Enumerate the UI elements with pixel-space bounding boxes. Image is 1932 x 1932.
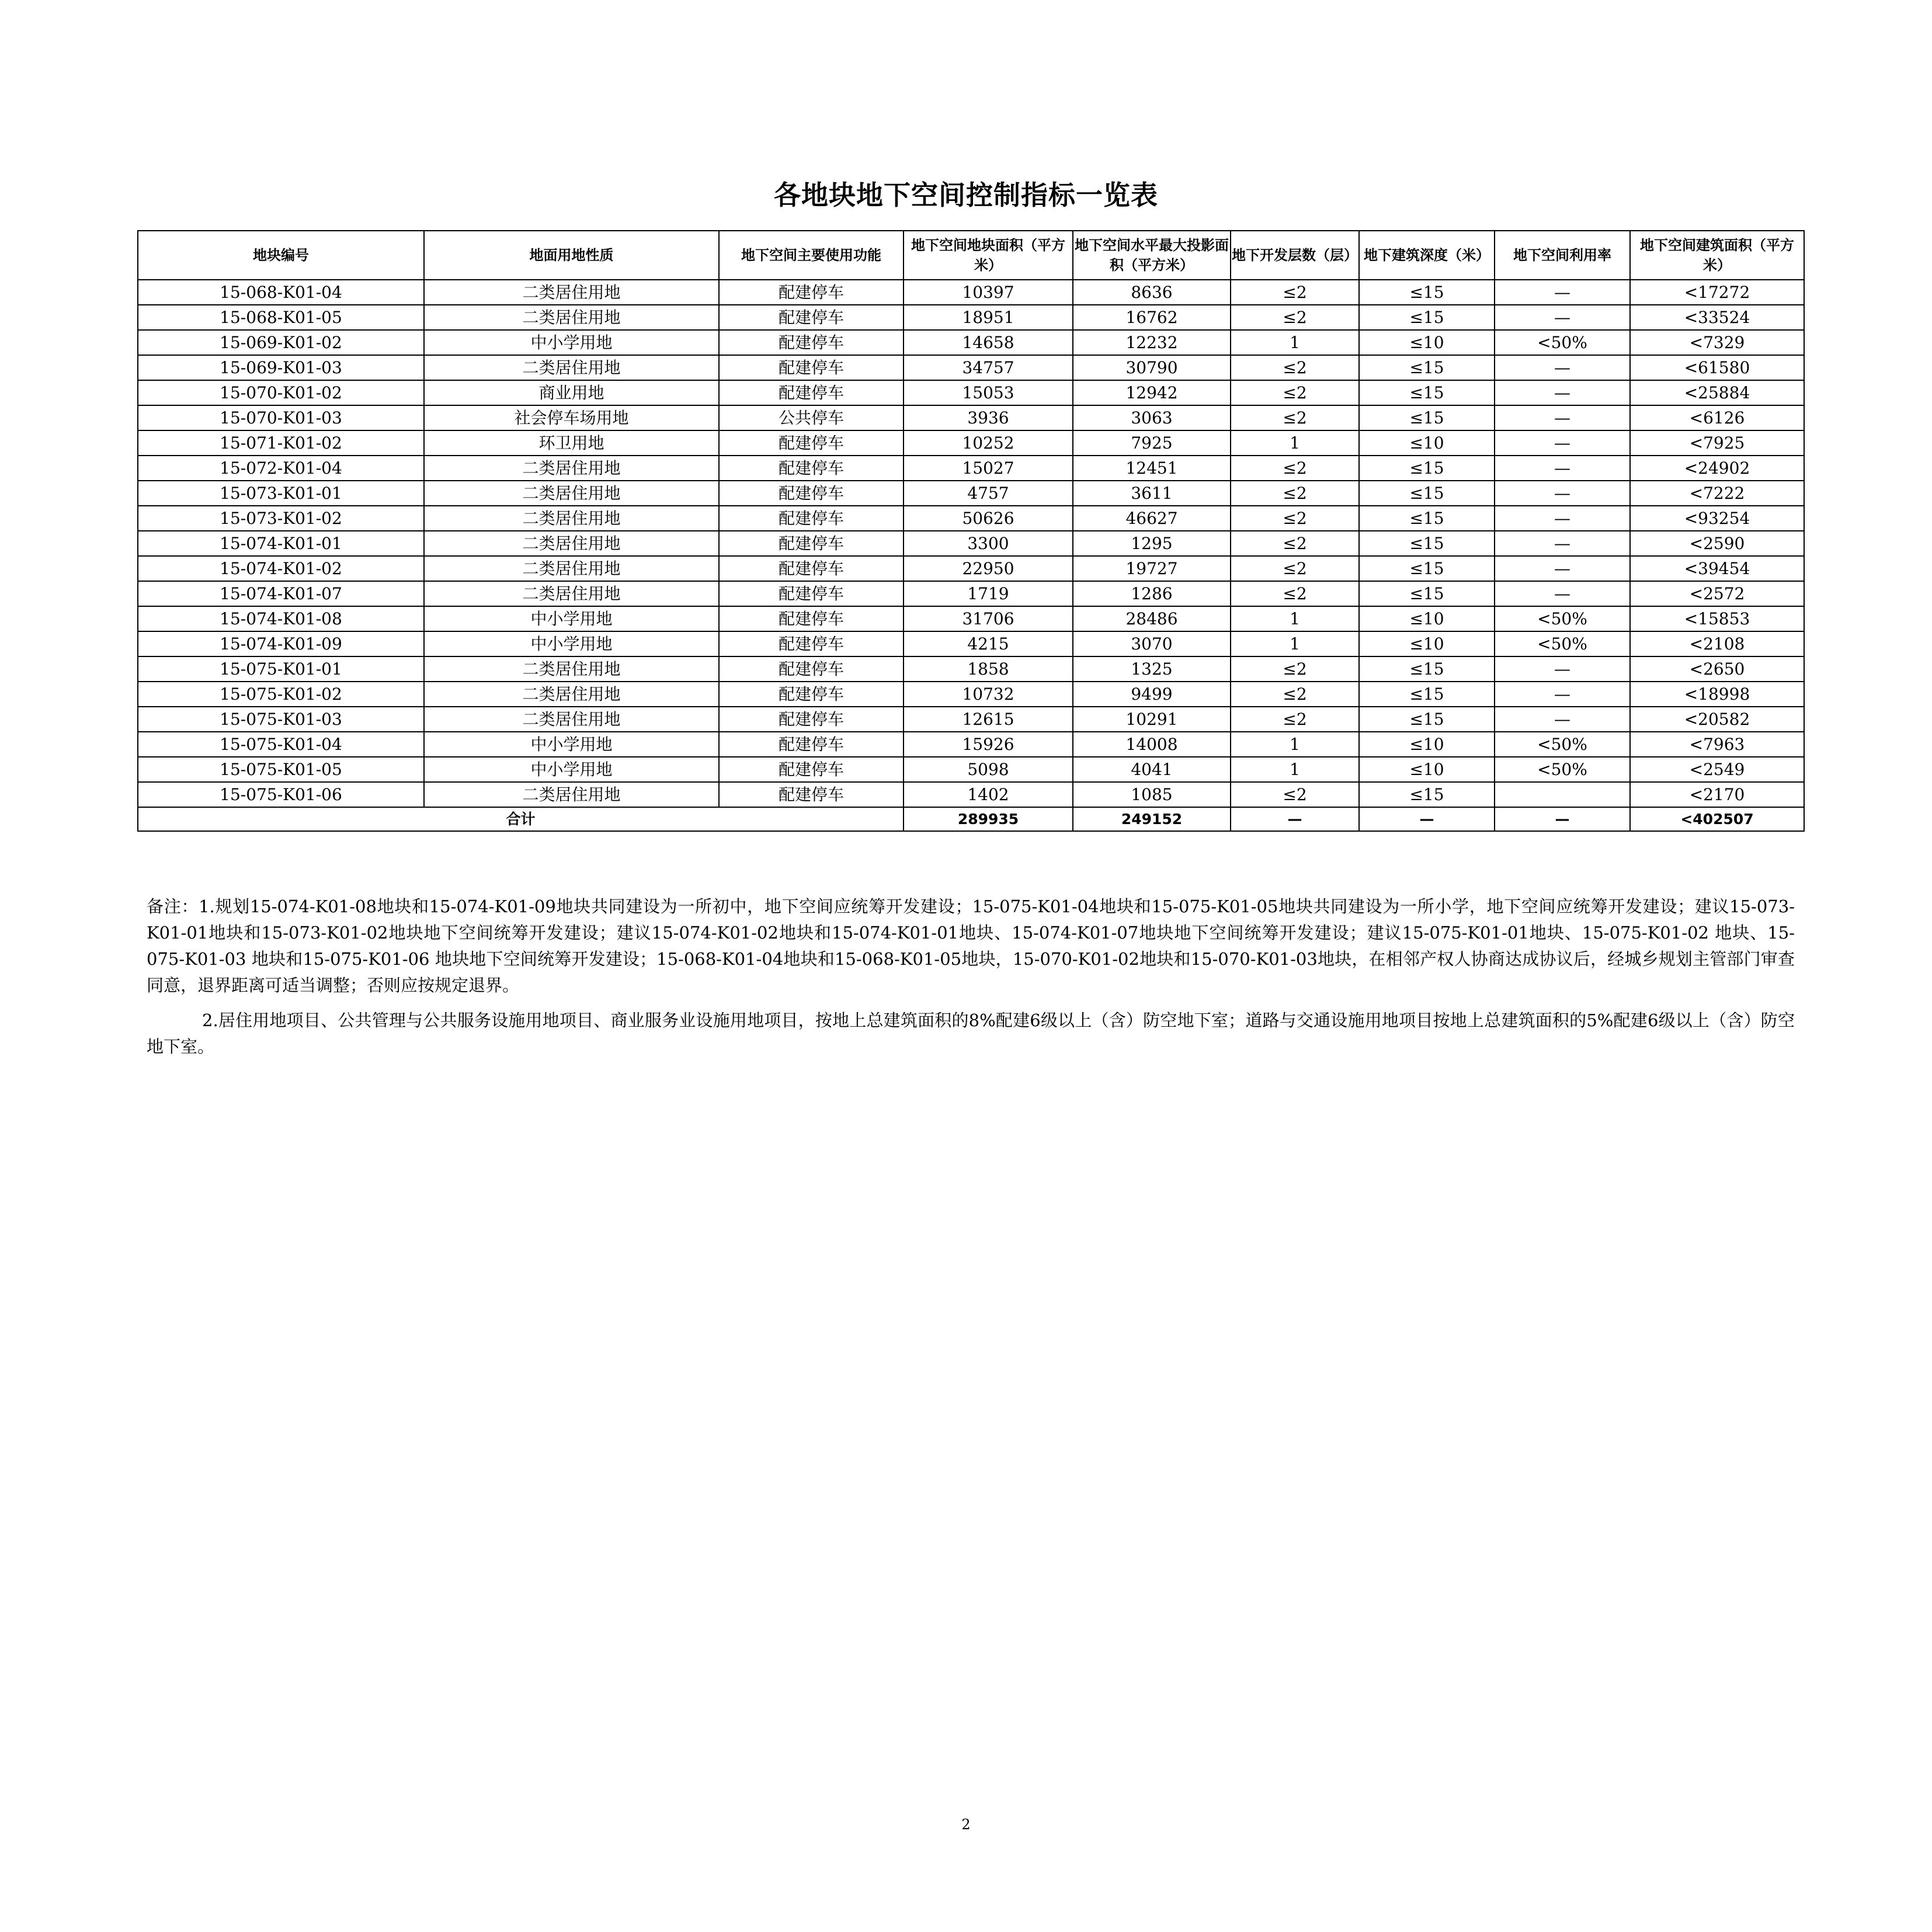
- cell-depth: ≤15: [1359, 531, 1495, 556]
- cell-main-function: 配建停车: [719, 330, 904, 355]
- cell-land-use: 中小学用地: [424, 732, 719, 757]
- cell-parcel-area: 12615: [904, 707, 1073, 732]
- cell-parcel-area: 3300: [904, 531, 1073, 556]
- cell-projection-area: 1085: [1073, 782, 1231, 807]
- cell-land-use: 社会停车场用地: [424, 405, 719, 430]
- note-2: 2.居住用地项目、公共管理与公共服务设施用地项目、商业服务业设施用地项目，按地上总建筑面积的8%配建6级以上（含）防空地下室；道路与交通设施用地项目按地上总建筑面积的5%配建6级以上（含）防空地下室。: [147, 1010, 1795, 1057]
- cell-parcel-area: 5098: [904, 757, 1073, 782]
- cell-depth: ≤10: [1359, 430, 1495, 456]
- cell-parcel-id: 15-070-K01-02: [138, 380, 424, 405]
- cell-utilization: —: [1495, 656, 1630, 682]
- note-1: 备注：1.规划15-074-K01-08地块和15-074-K01-09地块共同建设为一所初中，地下空间应统筹开发建设；15-075-K01-04地块和15-075-K01-05地块共同建设为一所小学，地下空间应统筹开发建设；建议15-073-K01-01地块和15-073-K01-02地块地下空间统筹开发建设；建议15-074-K01-02地块和15-074-K01-01地块、15-074-K01-07地块地下空间统筹开发建设；建议15-075-K01-01地块、15-075-K01-02 地块、15-075-K01-03 地块和15-075-K01-06 地块地下空间统筹开发建设；15-068-K01-04地块和15-068-K01-05地块，15-070-K01-02地块和15-070-K01-03地块，在相邻产权人协商达成协议后，经城乡规划主管部门审查同意，退界距离可适当调整；否则应按规定退界。: [147, 896, 1795, 995]
- cell-floor-area: <33524: [1630, 305, 1804, 330]
- table-row: [138, 280, 1804, 305]
- cell-parcel-area: 3936: [904, 405, 1073, 430]
- cell-projection-area: 46627: [1073, 506, 1231, 531]
- cell-projection-area: 30790: [1073, 355, 1231, 380]
- cell-land-use: 商业用地: [424, 380, 719, 405]
- underground-space-table: [137, 230, 1805, 832]
- cell-utilization: —: [1495, 430, 1630, 456]
- cell-floor-area: <39454: [1630, 556, 1804, 581]
- cell-utilization: <50%: [1495, 732, 1630, 757]
- table-row: [138, 481, 1804, 506]
- cell-floor-area: <2572: [1630, 581, 1804, 606]
- cell-floor-area: <2108: [1630, 631, 1804, 656]
- cell-depth: ≤15: [1359, 581, 1495, 606]
- cell-floors: ≤2: [1231, 782, 1359, 807]
- cell-floor-area: <61580: [1630, 355, 1804, 380]
- cell-projection-area: 19727: [1073, 556, 1231, 581]
- total-projection-area: 249152: [1073, 807, 1231, 831]
- cell-floor-area: <2170: [1630, 782, 1804, 807]
- total-floors: —: [1231, 807, 1359, 831]
- cell-projection-area: 28486: [1073, 606, 1231, 631]
- table-row: [138, 305, 1804, 330]
- cell-parcel-id: 15-069-K01-02: [138, 330, 424, 355]
- cell-projection-area: 1286: [1073, 581, 1231, 606]
- table-row: [138, 757, 1804, 782]
- header-parcel-area: 地下空间地块面积（平方米）: [904, 231, 1073, 280]
- cell-parcel-area: 34757: [904, 355, 1073, 380]
- cell-utilization: —: [1495, 581, 1630, 606]
- cell-land-use: 二类居住用地: [424, 707, 719, 732]
- table-row: [138, 405, 1804, 430]
- cell-main-function: 配建停车: [719, 280, 904, 305]
- cell-projection-area: 10291: [1073, 707, 1231, 732]
- cell-depth: ≤10: [1359, 330, 1495, 355]
- table-row: [138, 506, 1804, 531]
- header-depth: 地下建筑深度（米）: [1359, 231, 1495, 280]
- table-row: [138, 707, 1804, 732]
- table-row: [138, 380, 1804, 405]
- cell-land-use: 环卫用地: [424, 430, 719, 456]
- cell-floors: 1: [1231, 757, 1359, 782]
- table-row: [138, 581, 1804, 606]
- table-row: [138, 782, 1804, 807]
- header-utilization: 地下空间利用率: [1495, 231, 1630, 280]
- cell-main-function: 配建停车: [719, 305, 904, 330]
- cell-main-function: 配建停车: [719, 707, 904, 732]
- cell-main-function: 配建停车: [719, 631, 904, 656]
- cell-floor-area: <93254: [1630, 506, 1804, 531]
- cell-floors: 1: [1231, 430, 1359, 456]
- cell-floor-area: <7222: [1630, 481, 1804, 506]
- cell-main-function: 配建停车: [719, 380, 904, 405]
- cell-utilization: [1495, 782, 1630, 807]
- cell-utilization: —: [1495, 556, 1630, 581]
- cell-utilization: —: [1495, 456, 1630, 481]
- cell-floors: ≤2: [1231, 656, 1359, 682]
- cell-parcel-id: 15-072-K01-04: [138, 456, 424, 481]
- cell-utilization: —: [1495, 305, 1630, 330]
- cell-parcel-id: 15-068-K01-05: [138, 305, 424, 330]
- cell-depth: ≤10: [1359, 757, 1495, 782]
- cell-parcel-area: 1719: [904, 581, 1073, 606]
- cell-parcel-id: 15-070-K01-03: [138, 405, 424, 430]
- cell-main-function: 配建停车: [719, 481, 904, 506]
- cell-depth: ≤15: [1359, 556, 1495, 581]
- cell-projection-area: 12942: [1073, 380, 1231, 405]
- cell-land-use: 二类居住用地: [424, 556, 719, 581]
- table-row: [138, 330, 1804, 355]
- cell-utilization: —: [1495, 405, 1630, 430]
- header-main-function: 地下空间主要使用功能: [719, 231, 904, 280]
- cell-projection-area: 12232: [1073, 330, 1231, 355]
- header-land-use: 地面用地性质: [424, 231, 719, 280]
- table-row: [138, 606, 1804, 631]
- cell-projection-area: 14008: [1073, 732, 1231, 757]
- cell-depth: ≤15: [1359, 456, 1495, 481]
- cell-projection-area: 9499: [1073, 682, 1231, 707]
- cell-parcel-id: 15-075-K01-02: [138, 682, 424, 707]
- cell-depth: ≤15: [1359, 380, 1495, 405]
- cell-parcel-id: 15-073-K01-02: [138, 506, 424, 531]
- cell-projection-area: 1325: [1073, 656, 1231, 682]
- cell-main-function: 配建停车: [719, 782, 904, 807]
- cell-main-function: 公共停车: [719, 405, 904, 430]
- cell-parcel-id: 15-075-K01-04: [138, 732, 424, 757]
- header-floors: 地下开发层数（层）: [1231, 231, 1359, 280]
- cell-land-use: 二类居住用地: [424, 682, 719, 707]
- cell-floor-area: <15853: [1630, 606, 1804, 631]
- cell-land-use: 中小学用地: [424, 757, 719, 782]
- cell-parcel-id: 15-074-K01-01: [138, 531, 424, 556]
- cell-projection-area: 7925: [1073, 430, 1231, 456]
- total-utilization: —: [1495, 807, 1630, 831]
- cell-utilization: —: [1495, 355, 1630, 380]
- cell-parcel-area: 10252: [904, 430, 1073, 456]
- cell-utilization: <50%: [1495, 606, 1630, 631]
- cell-floors: ≤2: [1231, 380, 1359, 405]
- cell-depth: ≤15: [1359, 405, 1495, 430]
- notes-section: [147, 894, 1795, 1069]
- cell-projection-area: 8636: [1073, 280, 1231, 305]
- cell-parcel-area: 15027: [904, 456, 1073, 481]
- cell-parcel-id: 15-073-K01-01: [138, 481, 424, 506]
- cell-floors: ≤2: [1231, 707, 1359, 732]
- cell-floors: ≤2: [1231, 280, 1359, 305]
- cell-utilization: —: [1495, 531, 1630, 556]
- cell-projection-area: 4041: [1073, 757, 1231, 782]
- cell-projection-area: 3070: [1073, 631, 1231, 656]
- total-parcel-area: 289935: [904, 807, 1073, 831]
- cell-parcel-area: 31706: [904, 606, 1073, 631]
- cell-parcel-id: 15-069-K01-03: [138, 355, 424, 380]
- table-row: [138, 430, 1804, 456]
- cell-parcel-id: 15-075-K01-03: [138, 707, 424, 732]
- table-body: [138, 280, 1804, 807]
- cell-parcel-area: 15053: [904, 380, 1073, 405]
- cell-floor-area: <18998: [1630, 682, 1804, 707]
- cell-floor-area: <7925: [1630, 430, 1804, 456]
- cell-main-function: 配建停车: [719, 556, 904, 581]
- cell-land-use: 二类居住用地: [424, 782, 719, 807]
- cell-floor-area: <7329: [1630, 330, 1804, 355]
- table-row: [138, 732, 1804, 757]
- cell-main-function: 配建停车: [719, 456, 904, 481]
- cell-parcel-id: 15-075-K01-06: [138, 782, 424, 807]
- header-projection-area: 地下空间水平最大投影面积（平方米）: [1073, 231, 1231, 280]
- cell-main-function: 配建停车: [719, 355, 904, 380]
- cell-floors: 1: [1231, 732, 1359, 757]
- cell-utilization: —: [1495, 280, 1630, 305]
- cell-depth: ≤15: [1359, 355, 1495, 380]
- cell-utilization: <50%: [1495, 631, 1630, 656]
- cell-land-use: 二类居住用地: [424, 581, 719, 606]
- cell-floor-area: <2590: [1630, 531, 1804, 556]
- table-row: [138, 456, 1804, 481]
- cell-land-use: 中小学用地: [424, 631, 719, 656]
- cell-parcel-id: 15-068-K01-04: [138, 280, 424, 305]
- cell-depth: ≤10: [1359, 631, 1495, 656]
- table-header-row: [138, 231, 1804, 280]
- cell-projection-area: 12451: [1073, 456, 1231, 481]
- cell-floor-area: <20582: [1630, 707, 1804, 732]
- cell-parcel-area: 14658: [904, 330, 1073, 355]
- cell-parcel-area: 22950: [904, 556, 1073, 581]
- cell-land-use: 二类居住用地: [424, 456, 719, 481]
- cell-floors: ≤2: [1231, 456, 1359, 481]
- cell-parcel-area: 1858: [904, 656, 1073, 682]
- cell-floor-area: <2650: [1630, 656, 1804, 682]
- cell-depth: ≤15: [1359, 707, 1495, 732]
- cell-land-use: 二类居住用地: [424, 656, 719, 682]
- cell-main-function: 配建停车: [719, 531, 904, 556]
- cell-floors: ≤2: [1231, 481, 1359, 506]
- cell-depth: ≤15: [1359, 782, 1495, 807]
- cell-utilization: <50%: [1495, 757, 1630, 782]
- cell-parcel-area: 10732: [904, 682, 1073, 707]
- header-parcel-id: 地块编号: [138, 231, 424, 280]
- cell-parcel-id: 15-075-K01-05: [138, 757, 424, 782]
- cell-floors: 1: [1231, 606, 1359, 631]
- cell-parcel-id: 15-075-K01-01: [138, 656, 424, 682]
- cell-floors: 1: [1231, 330, 1359, 355]
- table-row: [138, 656, 1804, 682]
- table-row: [138, 682, 1804, 707]
- cell-depth: ≤15: [1359, 682, 1495, 707]
- cell-floors: ≤2: [1231, 556, 1359, 581]
- total-label: 合计: [138, 807, 904, 831]
- cell-main-function: 配建停车: [719, 656, 904, 682]
- cell-main-function: 配建停车: [719, 581, 904, 606]
- cell-depth: ≤15: [1359, 481, 1495, 506]
- cell-land-use: 二类居住用地: [424, 506, 719, 531]
- cell-parcel-id: 15-074-K01-08: [138, 606, 424, 631]
- cell-main-function: 配建停车: [719, 430, 904, 456]
- cell-floor-area: <24902: [1630, 456, 1804, 481]
- cell-main-function: 配建停车: [719, 506, 904, 531]
- cell-utilization: <50%: [1495, 330, 1630, 355]
- cell-floors: ≤2: [1231, 682, 1359, 707]
- cell-floors: ≤2: [1231, 355, 1359, 380]
- total-floor-area: <402507: [1630, 807, 1804, 831]
- cell-floor-area: <17272: [1630, 280, 1804, 305]
- cell-parcel-area: 10397: [904, 280, 1073, 305]
- cell-floors: ≤2: [1231, 305, 1359, 330]
- cell-utilization: —: [1495, 380, 1630, 405]
- cell-floor-area: <6126: [1630, 405, 1804, 430]
- cell-land-use: 二类居住用地: [424, 305, 719, 330]
- cell-floor-area: <25884: [1630, 380, 1804, 405]
- cell-parcel-area: 4215: [904, 631, 1073, 656]
- table-row: [138, 631, 1804, 656]
- cell-projection-area: 16762: [1073, 305, 1231, 330]
- cell-utilization: —: [1495, 707, 1630, 732]
- total-depth: —: [1359, 807, 1495, 831]
- cell-parcel-area: 18951: [904, 305, 1073, 330]
- cell-utilization: —: [1495, 682, 1630, 707]
- cell-parcel-id: 15-074-K01-02: [138, 556, 424, 581]
- cell-projection-area: 3063: [1073, 405, 1231, 430]
- cell-parcel-area: 15926: [904, 732, 1073, 757]
- total-row: [138, 807, 1804, 831]
- cell-main-function: 配建停车: [719, 732, 904, 757]
- cell-floors: ≤2: [1231, 581, 1359, 606]
- cell-floors: ≤2: [1231, 506, 1359, 531]
- cell-projection-area: 1295: [1073, 531, 1231, 556]
- table-row: [138, 556, 1804, 581]
- page-number: 2: [961, 1816, 971, 1833]
- cell-floors: ≤2: [1231, 531, 1359, 556]
- cell-projection-area: 3611: [1073, 481, 1231, 506]
- cell-floors: ≤2: [1231, 405, 1359, 430]
- cell-utilization: —: [1495, 506, 1630, 531]
- cell-land-use: 二类居住用地: [424, 481, 719, 506]
- cell-land-use: 二类居住用地: [424, 355, 719, 380]
- cell-land-use: 二类居住用地: [424, 280, 719, 305]
- header-floor-area: 地下空间建筑面积（平方米）: [1630, 231, 1804, 280]
- cell-depth: ≤15: [1359, 280, 1495, 305]
- cell-main-function: 配建停车: [719, 606, 904, 631]
- cell-main-function: 配建停车: [719, 757, 904, 782]
- cell-depth: ≤10: [1359, 606, 1495, 631]
- cell-depth: ≤15: [1359, 506, 1495, 531]
- cell-floor-area: <2549: [1630, 757, 1804, 782]
- cell-parcel-area: 50626: [904, 506, 1073, 531]
- cell-depth: ≤10: [1359, 732, 1495, 757]
- cell-parcel-id: 15-074-K01-09: [138, 631, 424, 656]
- cell-parcel-area: 4757: [904, 481, 1073, 506]
- cell-parcel-id: 15-074-K01-07: [138, 581, 424, 606]
- cell-utilization: —: [1495, 481, 1630, 506]
- cell-land-use: 中小学用地: [424, 606, 719, 631]
- cell-parcel-area: 1402: [904, 782, 1073, 807]
- cell-floor-area: <7963: [1630, 732, 1804, 757]
- cell-parcel-id: 15-071-K01-02: [138, 430, 424, 456]
- cell-land-use: 二类居住用地: [424, 531, 719, 556]
- table-row: [138, 531, 1804, 556]
- cell-land-use: 中小学用地: [424, 330, 719, 355]
- cell-depth: ≤15: [1359, 656, 1495, 682]
- cell-floors: 1: [1231, 631, 1359, 656]
- cell-depth: ≤15: [1359, 305, 1495, 330]
- table-row: [138, 355, 1804, 380]
- page-title: 各地块地下空间控制指标一览表: [774, 179, 1158, 211]
- cell-main-function: 配建停车: [719, 682, 904, 707]
